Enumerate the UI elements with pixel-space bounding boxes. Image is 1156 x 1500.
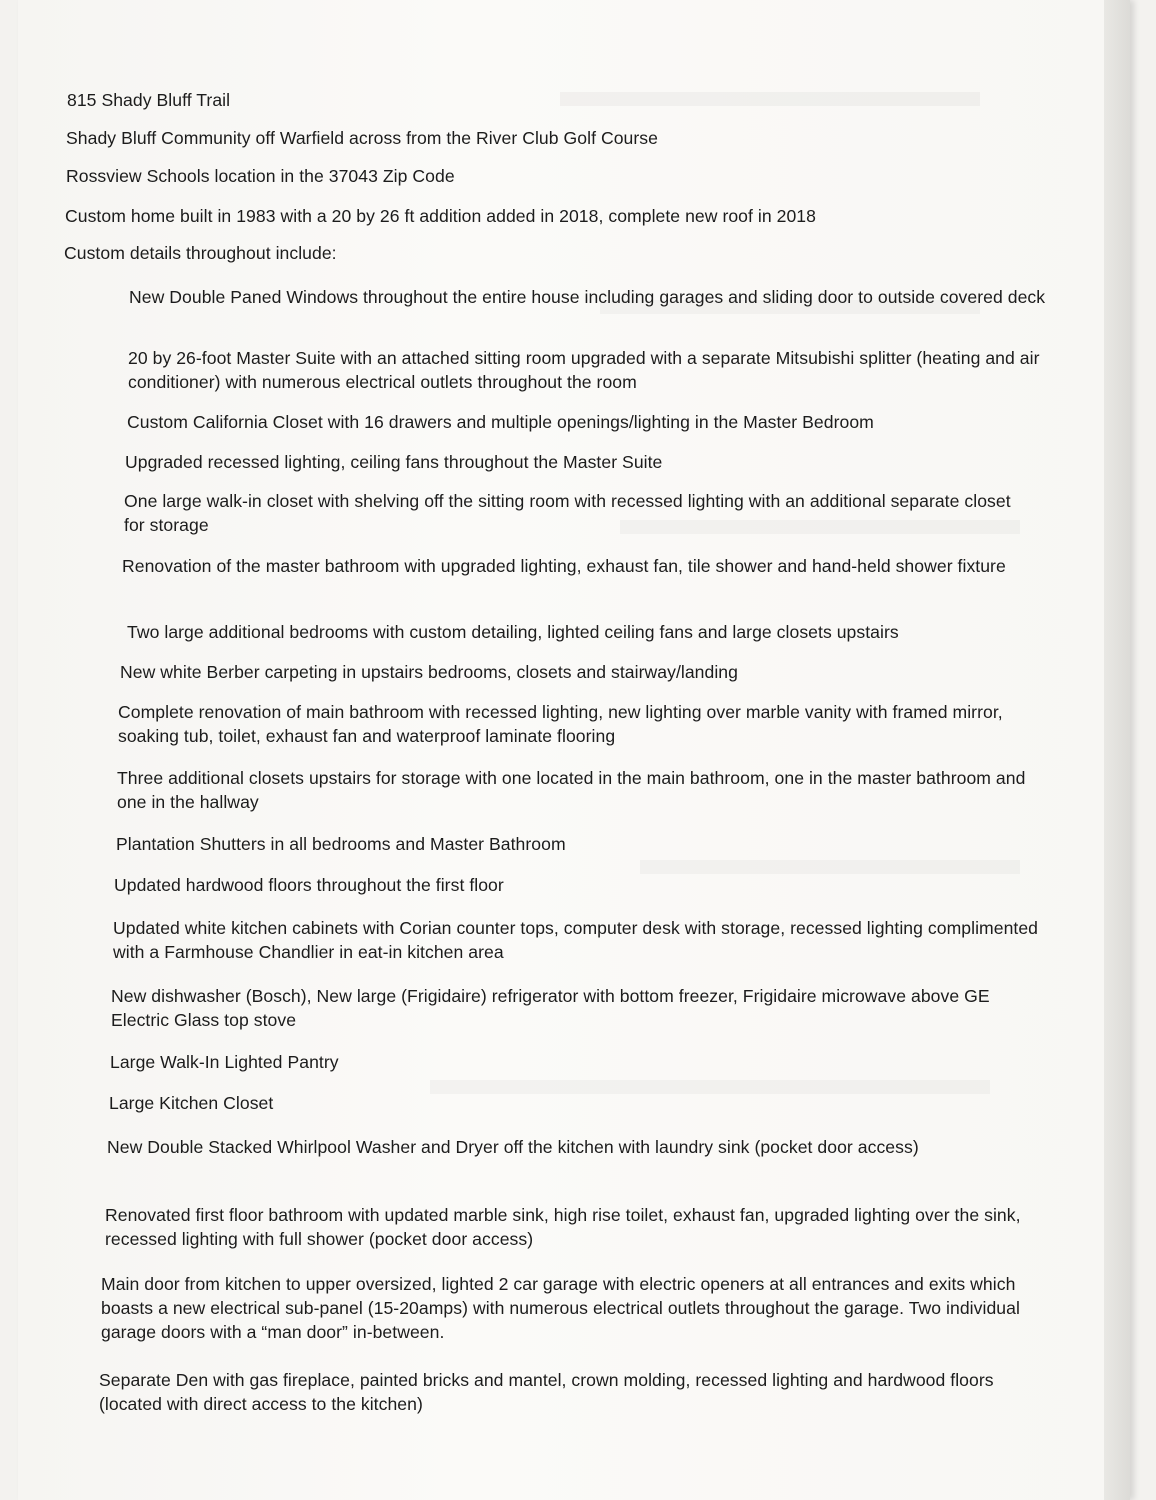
feature-item: Large Walk-In Lighted Pantry	[110, 1052, 339, 1072]
feature-item: Large Kitchen Closet	[109, 1093, 274, 1113]
feature-item: Complete renovation of main bathroom with recessed lighting, new lighting over marble vanity with framed mirror, soaking tub, toilet, exhaust fan and waterproof laminate flooring	[118, 702, 1003, 746]
feature-item: New white Berber carpeting in upstairs bedrooms, closets and stairway/landing	[120, 662, 738, 682]
community-line: Shady Bluff Community off Warfield across from the River Club Golf Course	[66, 128, 658, 148]
feature-item: Plantation Shutters in all bedrooms and Master Bathroom	[116, 834, 566, 854]
feature-item: Updated hardwood floors throughout the first floor	[114, 875, 504, 895]
bleed-through-mark	[640, 860, 1020, 874]
feature-item: Renovated first floor bathroom with updated marble sink, high rise toilet, exhaust fan, upgraded lighting over the sink, recessed lighting with full shower (pocket door access)	[105, 1205, 1021, 1249]
feature-item: Three additional closets upstairs for storage with one located in the main bathroom, one in the master bathroom and one in the hallway	[117, 768, 1026, 812]
property-address: 815 Shady Bluff Trail	[67, 90, 231, 110]
feature-item: Updated white kitchen cabinets with Corian counter tops, computer desk with storage, recessed lighting complimented with a Farmhouse Chandlier in eat-in kitchen area	[113, 918, 1039, 962]
schools-line: Rossview Schools location in the 37043 Zip Code	[66, 166, 455, 186]
feature-item: Upgraded recessed lighting, ceiling fans throughout the Master Suite	[125, 452, 663, 472]
feature-item: Separate Den with gas fireplace, painted bricks and mantel, crown molding, recessed lighting and hardwood floors (located with direct access to the kitchen)	[99, 1370, 994, 1414]
feature-item: One large walk-in closet with shelving off the sitting room with recessed lighting with an additional separate closet for storage	[124, 491, 1011, 535]
feature-item: New dishwasher (Bosch), New large (Frigidaire) refrigerator with bottom freezer, Frigidaire microwave above GE Electric Glass top stove	[111, 986, 990, 1030]
feature-item: New Double Stacked Whirlpool Washer and Dryer off the kitchen with laundry sink (pocket door access)	[107, 1137, 919, 1157]
feature-item: Two large additional bedrooms with custom detailing, lighted ceiling fans and large closets upstairs	[127, 622, 899, 642]
feature-item: Renovation of the master bathroom with upgraded lighting, exhaust fan, tile shower and hand-held shower fixture	[122, 556, 1006, 576]
feature-item: Main door from kitchen to upper oversized, lighted 2 car garage with electric openers at all entrances and exits which boasts a new electrical sub-panel (15-20amps) with numerous electrical outlets throughout the garage. Two individual garage doors with a “man door” in-between.	[101, 1274, 1020, 1342]
feature-item: 20 by 26-foot Master Suite with an attached sitting room upgraded with a separate Mitsubishi splitter (heating and air conditioner) with numerous electrical outlets throughout the room	[128, 348, 1040, 392]
feature-item: New Double Paned Windows throughout the entire house including garages and sliding door to outside covered deck	[129, 287, 1046, 307]
details-intro: Custom details throughout include:	[64, 243, 337, 263]
feature-item: Custom California Closet with 16 drawers and multiple openings/lighting in the Master Bedroom	[127, 412, 874, 432]
built-line: Custom home built in 1983 with a 20 by 26 ft addition added in 2018, complete new roof in 2018	[65, 206, 816, 226]
